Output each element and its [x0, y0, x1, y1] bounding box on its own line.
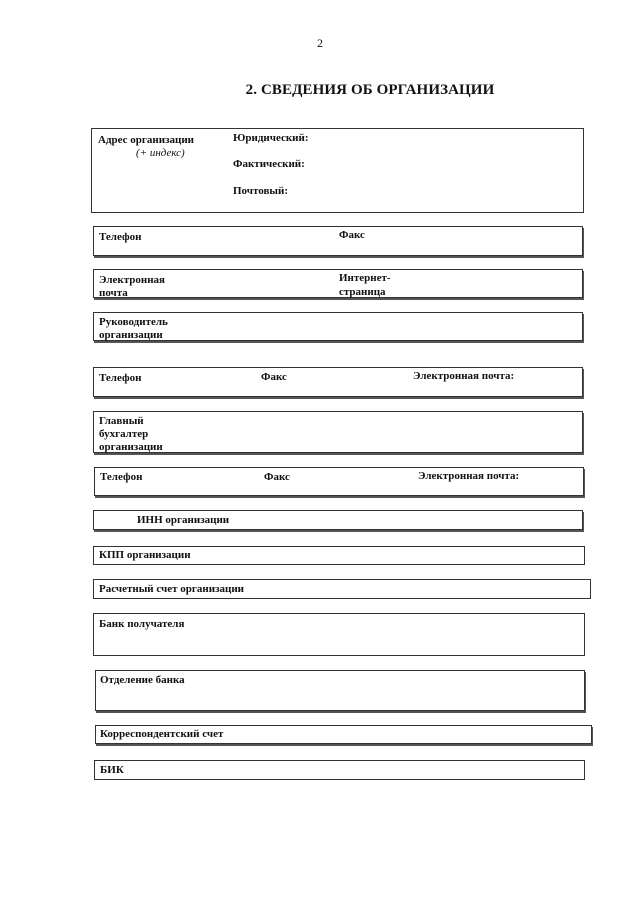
account-label: Расчетный счет организации [99, 583, 245, 595]
kpp-box [93, 546, 585, 565]
org-web-label-2: страница [339, 286, 386, 298]
head-label-1: Руководитель [99, 316, 168, 328]
org-phone-box [93, 226, 583, 256]
accountant-label-3: организации [99, 441, 163, 453]
kpp-label: КПП организации [99, 549, 191, 561]
postal-address-label: Почтовый: [233, 185, 288, 197]
org-email-label-2: почта [99, 287, 128, 299]
head-fax-label: Факс [261, 371, 287, 383]
bik-label: БИК [100, 764, 124, 776]
accountant-label-1: Главный [99, 415, 144, 427]
org-web-box [93, 269, 583, 298]
inn-box [93, 510, 583, 530]
page-number: 2 [317, 36, 323, 50]
head-contacts-box [93, 367, 583, 397]
legal-address-label: Юридический: [233, 132, 309, 144]
section-title: 2. СВЕДЕНИЯ ОБ ОРГАНИЗАЦИИ [245, 82, 495, 98]
org-fax-label: Факс [339, 229, 365, 241]
actual-address-label: Фактический: [233, 158, 305, 170]
branch-box [95, 670, 585, 711]
bank-label: Банк получателя [99, 618, 185, 630]
bik-box [94, 760, 585, 780]
head-box [93, 312, 583, 341]
inn-label: ИНН организации [137, 514, 230, 526]
head-phone-label: Телефон [99, 372, 142, 384]
accountant-contacts-box [94, 467, 584, 496]
address-label: Адрес организации [98, 134, 194, 146]
corr-account-box [95, 725, 592, 744]
branch-label: Отделение банка [100, 674, 185, 686]
accountant-phone-label: Телефон [100, 471, 143, 483]
corr-account-label: Корреспондентский счет [100, 728, 224, 740]
accountant-label-2: бухгалтер [99, 428, 149, 440]
address-sublabel: (+ индекс) [136, 147, 185, 159]
accountant-email-label: Электронная почта: [418, 470, 520, 482]
org-email-label-1: Электронная [99, 274, 165, 286]
address-box [91, 128, 584, 213]
org-phone-label: Телефон [99, 231, 142, 243]
account-box [93, 579, 591, 599]
head-email-label: Электронная почта: [413, 370, 515, 382]
org-web-label-1: Интернет- [339, 272, 391, 284]
bank-box [93, 613, 585, 656]
accountant-fax-label: Факс [264, 471, 290, 483]
accountant-box [93, 411, 583, 453]
head-label-2: организации [99, 329, 163, 341]
